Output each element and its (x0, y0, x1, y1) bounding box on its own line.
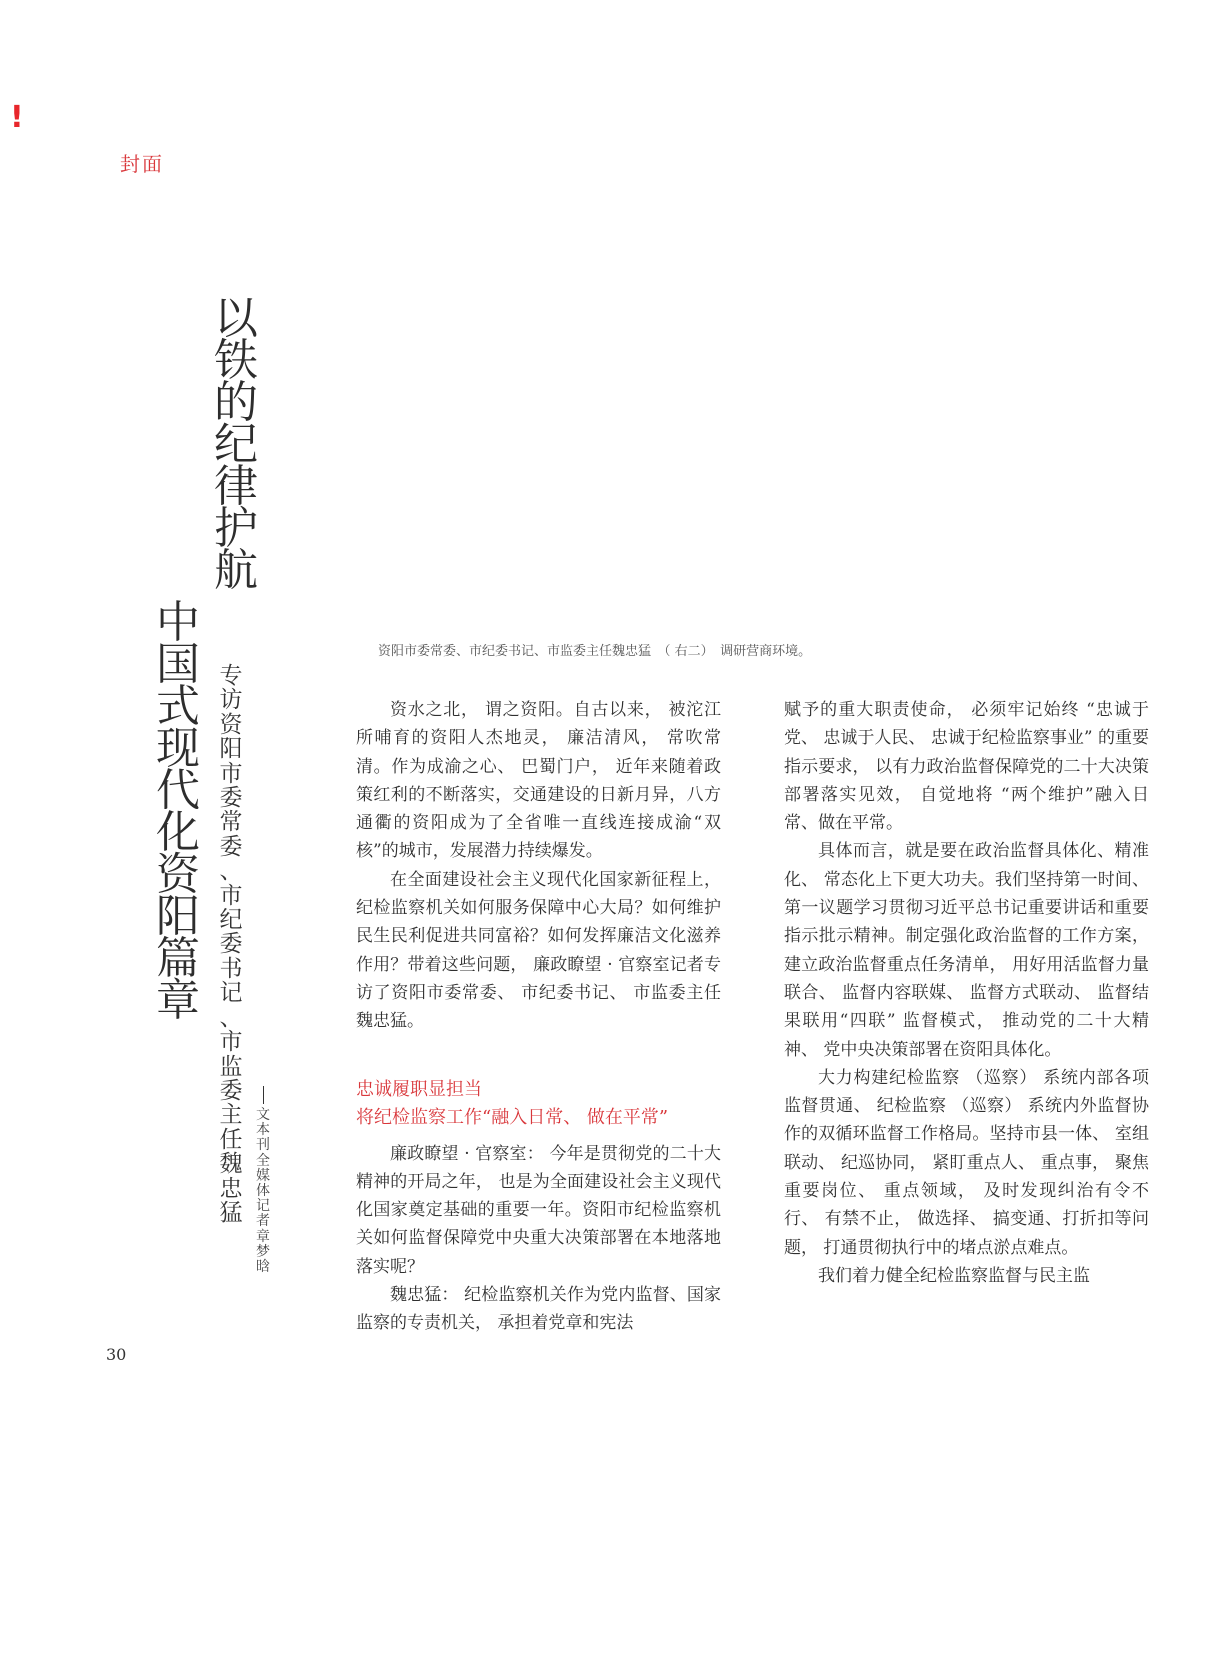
article-column-left (356, 696, 721, 1338)
vertical-char: 忠 (219, 1175, 243, 1202)
vertical-char: 国 (156, 639, 200, 690)
vertical-char: 记 (219, 980, 243, 1007)
vertical-char: 化 (156, 807, 200, 858)
vertical-char: 者 (256, 1213, 270, 1230)
paragraph: 在全面建设社会主义现代化国家新征程上， 纪检监察机关如何服务保障中心大局？如何维护民生民利促进共同富裕？如何发挥廉洁文化滋养作用？带着这些问题， 廉政瞭望 · 官察室记者专访了资阳市委常委、 市纪委书记、 市监委主任魏忠猛。 (356, 869, 721, 1032)
vertical-char: 式 (156, 681, 200, 732)
heading-line-1: 忠诚履职显担当 (356, 1078, 482, 1100)
vertical-char: 现 (156, 723, 200, 774)
section-heading (356, 1076, 721, 1132)
main-title (210, 293, 262, 596)
paragraph: 大力构建纪检监察 （巡察） 系统内部各项监督贯通、 纪检监察 （巡察） 系统内外监督协作的双循环监督工作格局。坚持市县一体、 室组联动、 纪巡协同， 紧盯重点人、 重点事， 聚焦重要岗位、 重点领域， 及时发现纠治有令不行、 有禁不止， 做选择、 搞变通、打折扣等问题， 打通贯彻执行中的堵点淤点难点。 (784, 1067, 1149, 1258)
vertical-char: 律 (214, 461, 258, 512)
vertical-char: 的 (214, 377, 258, 428)
vertical-char: 代 (156, 765, 200, 816)
paragraph: 魏忠猛： 纪检监察机关作为党内监督、国家监察的专责机关， 承担着党章和宪法 (356, 1285, 721, 1334)
vertical-char: 书 (219, 955, 243, 982)
heading-line-2: 将纪检监察工作“融入日常、 做在平常” (356, 1106, 669, 1128)
vertical-char: 任 (219, 1126, 243, 1153)
vertical-char: 专 (219, 663, 243, 689)
vertical-char: 航 (214, 545, 258, 596)
vertical-char: 阳 (156, 891, 200, 942)
vertical-char: 魏 (219, 1151, 243, 1178)
vertical-char: 本 (256, 1122, 270, 1139)
vertical-char: 章 (256, 1228, 270, 1245)
vertical-char: 市 (219, 1029, 243, 1056)
sub-title (152, 597, 204, 1026)
paragraph: 资水之北， 谓之资阳。自古以来， 被沱江所哺育的资阳人杰地灵， 廉洁清风， 常吹常清。作为成渝之心、 巴蜀门户， 近年来随着政策红利的不断落实，交通建设的日新月异，八方通衢的资阳成为了全省唯一直线连接成渝“双核”的城市，发展潜力持续爆发。 (356, 700, 721, 862)
vertical-char: 委 (219, 833, 243, 860)
paragraph: 我们着力健全纪检监察监督与民主监 (818, 1265, 1090, 1286)
vertical-char: 纪 (219, 907, 243, 934)
vertical-char: 委 (219, 1077, 243, 1104)
vertical-char: 资 (219, 711, 243, 738)
paragraph: 赋予的重大职责使命， 必须牢记始终 “忠诚于党、 忠诚于人民、 忠诚于纪检监察事业” 的重要指示要求， 以有力政治监督保障党的二十大决策部署落实见效， 自觉地将 “两个维护”融入日常、做在平常。 (784, 700, 1149, 834)
vertical-char: 梦 (256, 1243, 270, 1260)
vertical-char: 文 (256, 1107, 270, 1123)
vertical-char: 主 (219, 1102, 243, 1129)
vertical-char: 媒 (256, 1167, 270, 1184)
interview-subtitle (214, 664, 248, 1225)
vertical-char: 护 (214, 503, 258, 554)
vertical-char: 委 (219, 785, 243, 812)
vertical-char: 猛 (219, 1199, 243, 1226)
paragraph: 廉政瞭望 · 官察室： 今年是贯彻党的二十大精神的开局之年， 也是为全面建设社会主义现代化国家奠定基础的重要一年。资阳市纪检监察机关如何监督保障党中央重大决策部署在本地落地落实呢？ (356, 1143, 721, 1277)
vertical-char: 记 (256, 1198, 270, 1215)
byline-dash (263, 1086, 264, 1104)
vertical-char: 晗 (256, 1259, 270, 1276)
vertical-char: 常 (219, 809, 243, 836)
vertical-char: 体 (256, 1183, 270, 1200)
vertical-char: 篇 (156, 933, 200, 984)
vertical-char: 阳 (219, 736, 243, 763)
vertical-char: 委 (219, 931, 243, 958)
vertical-char: 市 (219, 882, 243, 909)
vertical-char: 刊 (256, 1137, 270, 1154)
vertical-char: 、 (219, 858, 243, 885)
article-column-right (784, 696, 1149, 1290)
alert-mark: ! (10, 100, 24, 135)
vertical-char: 以 (214, 293, 258, 344)
vertical-char: 全 (256, 1152, 270, 1169)
vertical-char: 中 (156, 597, 200, 648)
vertical-char: 铁 (214, 335, 258, 386)
photo-caption: 资阳市委常委、市纪委书记、市监委主任魏忠猛 （ 右二） 调研营商环境。 (378, 644, 812, 659)
vertical-char: 纪 (214, 419, 258, 470)
vertical-char: 、 (219, 1004, 243, 1031)
page-number: 30 (106, 1345, 127, 1364)
section-label: 封面 (120, 152, 164, 176)
vertical-char: 市 (219, 760, 243, 787)
vertical-char: 监 (219, 1053, 243, 1080)
vertical-char: 资 (156, 849, 200, 900)
vertical-char: 访 (219, 687, 243, 714)
vertical-char: 章 (156, 975, 200, 1026)
byline (252, 1086, 274, 1275)
paragraph: 具体而言，就是要在政治监督具体化、精准化、 常态化上下更大功夫。我们坚持第一时间、 第一议题学习贯彻习近平总书记重要讲话和重要指示批示精神。制定强化政治监督的工作方案， 建立政治监督重点任务清单， 用好用活监督力量联合、 监督内容联媒、 监督方式联动、 监督结果联用“四联” 监督模式， 推动党的二十大精神、 党中央决策部署在资阳具体化。 (784, 841, 1149, 1060)
